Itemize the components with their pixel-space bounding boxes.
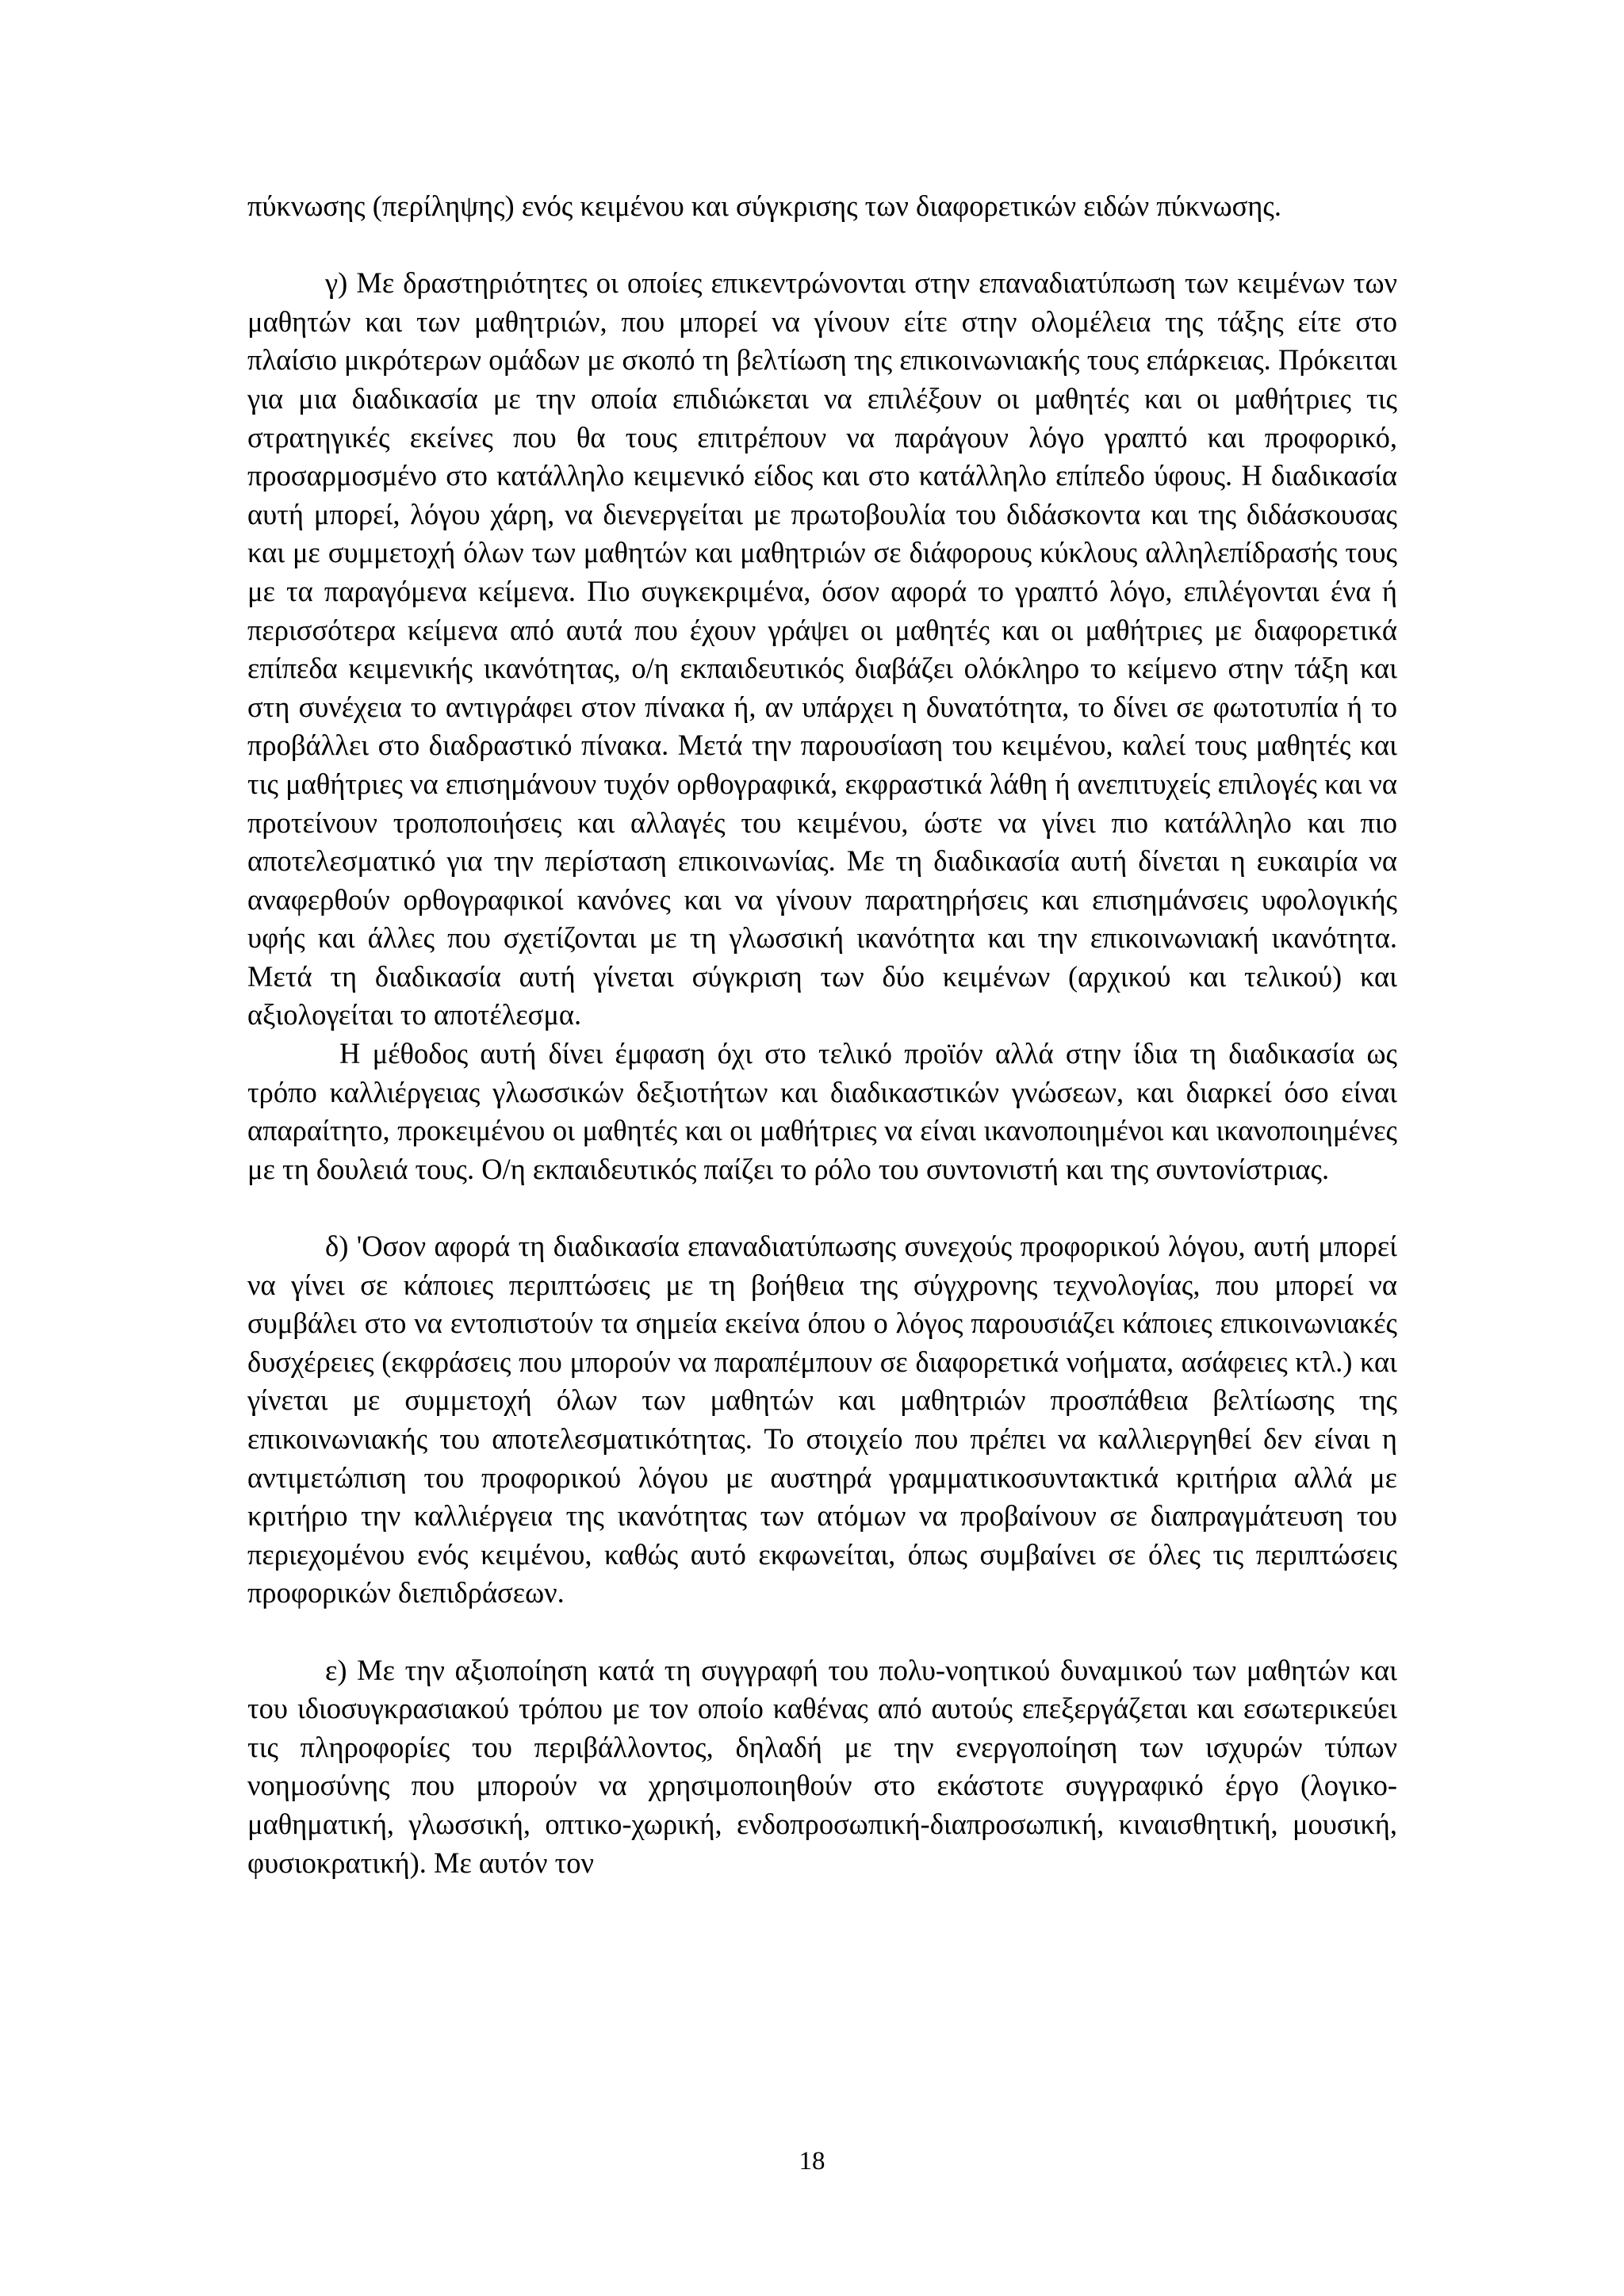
paragraph-continuation: πύκνωσης (περίληψης) ενός κειμένου και σύγκρισης των διαφορετικών ειδών πύκνωσης. <box>247 189 1281 222</box>
document-page-body <box>247 187 1397 1882</box>
paragraph-epsilon: ε) Με την αξιοποίηση κατά τη συγγραφή του πολυ-νοητικού δυναμικού των μαθητών και του ιδιοσυγκρασιακού τρόπου με τον οποίο καθένας από αυτούς επεξεργάζεται και εσωτερικεύει τις πληροφορίες του περιβάλλοντος, δηλαδή με την ενεργοποίηση των ισχυρών τύπων νοημοσύνης που μπορούν να χρησιμοποιηθούν στο εκάστοτε συγγραφικό έργο (λογικο-μαθηματική, γλωσσική, οπτικο-χωρική, ενδοπροσωπική-διαπροσωπική, κιναισθητική, μουσική, φυσιοκρατική). Με αυτόν τον <box>247 1653 1397 1879</box>
paragraph-method: Η μέθοδος αυτή δίνει έμφαση όχι στο τελικό προϊόν αλλά στην ίδια τη διαδικασία ως τρόπο καλλιέργειας γλωσσικών δεξιοτήτων και διαδικαστικών γνώσεων, και διαρκεί όσο είναι απαραίτητο, προκειμένου οι μαθητές και οι μαθήτριες να είναι ικανοποιημένοι και ικανοποιημένες με τη δουλειά τους. Ο/η εκπαιδευτικός παίζει το ρόλο του συντονιστή και της συντονίστριας. <box>247 1037 1397 1185</box>
paragraph-delta: δ) 'Οσον αφορά τη διαδικασία επαναδιατύπωσης συνεχούς προφορικού λόγου, αυτή μπορεί να γίνει σε κάποιες περιπτώσεις με τη βοήθεια της σύγχρονης τεχνολογίας, που μπορεί να συμβάλει στο να εντοπιστούν τα σημεία εκείνα όπου ο λόγος παρουσιάζει κάποιες επικοινωνιακές δυσχέρειες (εκφράσεις που μπορούν να παραπέμπουν σε διαφορετικά νοήματα, ασάφειες κτλ.) και γίνεται με συμμετοχή όλων των μαθητών και μαθητριών προσπάθεια βελτίωσης της επικοινωνιακής του αποτελεσματικότητας. Το στοιχείο που πρέπει να καλλιεργηθεί δεν είναι η αντιμετώπιση του προφορικού λόγου με αυστηρά γραμματικοσυντακτικά κριτήρια αλλά με κριτήριο την καλλιέργεια της ικανότητας των ατόμων να προβαίνουν σε διαπραγμάτευση του περιεχομένου ενός κειμένου, καθώς αυτό εκφωνείται, όπως συμβαίνει σε όλες τις περιπτώσεις προφορικών διεπιδράσεων. <box>247 1230 1397 1609</box>
paragraph-gamma: γ) Με δραστηριότητες οι οποίες επικεντρώνονται στην επαναδιατύπωση των κειμένων των μαθητών και των μαθητριών, που μπορεί να γίνουν είτε στην ολομέλεια της τάξης είτε στο πλαίσιο μικρότερων ομάδων με σκοπό τη βελτίωση της επικοινωνιακής τους επάρκειας. Πρόκειται για μια διαδικασία με την οποία επιδιώκεται να επιλέξουν οι μαθητές και οι μαθήτριες τις στρατηγικές εκείνες που θα τους επιτρέπουν να παράγουν λόγο γραπτό και προφορικό, προσαρμοσμένο στο κατάλληλο κειμενικό είδος και στο κατάλληλο επίπεδο ύφους. Η διαδικασία αυτή μπορεί, λόγου χάρη, να διενεργείται με πρωτοβουλία του διδάσκοντα και της διδάσκουσας και με συμμετοχή όλων των μαθητών και μαθητριών σε διάφορους κύκλους αλληλεπίδρασής τους με τα παραγόμενα κείμενα. Πιο συγκεκριμένα, όσον αφορά το γραπτό λόγο, επιλέγονται ένα ή περισσότερα κείμενα από αυτά που έχουν γράψει οι μαθητές και οι μαθήτριες με διαφορετικά επίπεδα κειμενικής ικανότητας, ο/η εκπαιδευτικός διαβάζει ολόκληρο το κείμενο στην τάξη και στη συνέχεια το αντιγράφει στον πίνακα ή, αν υπάρχει η δυνατότητα, το δίνει σε φωτοτυπία ή το προβάλλει στο διαδραστικό πίνακα. Μετά την παρουσίαση του κειμένου, καλεί τους μαθητές και τις μαθήτριες να επισημάνουν τυχόν ορθογραφικά, εκφραστικά λάθη ή ανεπιτυχείς επιλογές και να προτείνουν τροποποιήσεις και αλλαγές του κειμένου, ώστε να γίνει πιο κατάλληλο και πιο αποτελεσματικό για την περίσταση επικοινωνίας. Με τη διαδικασία αυτή δίνεται η ευκαιρία να αναφερθούν ορθογραφικοί κανόνες και να γίνουν παρατηρήσεις και επισημάνσεις υφολογικής υφής και άλλες που σχετίζονται με τη γλωσσική ικανότητα και την επικοινωνιακή ικανότητα. Μετά τη διαδικασία αυτή γίνεται σύγκριση των δύο κειμένων (αρχικού και τελικού) και αξιολογείται το αποτέλεσμα. <box>247 266 1397 1031</box>
page-number: 18 <box>799 2147 825 2175</box>
